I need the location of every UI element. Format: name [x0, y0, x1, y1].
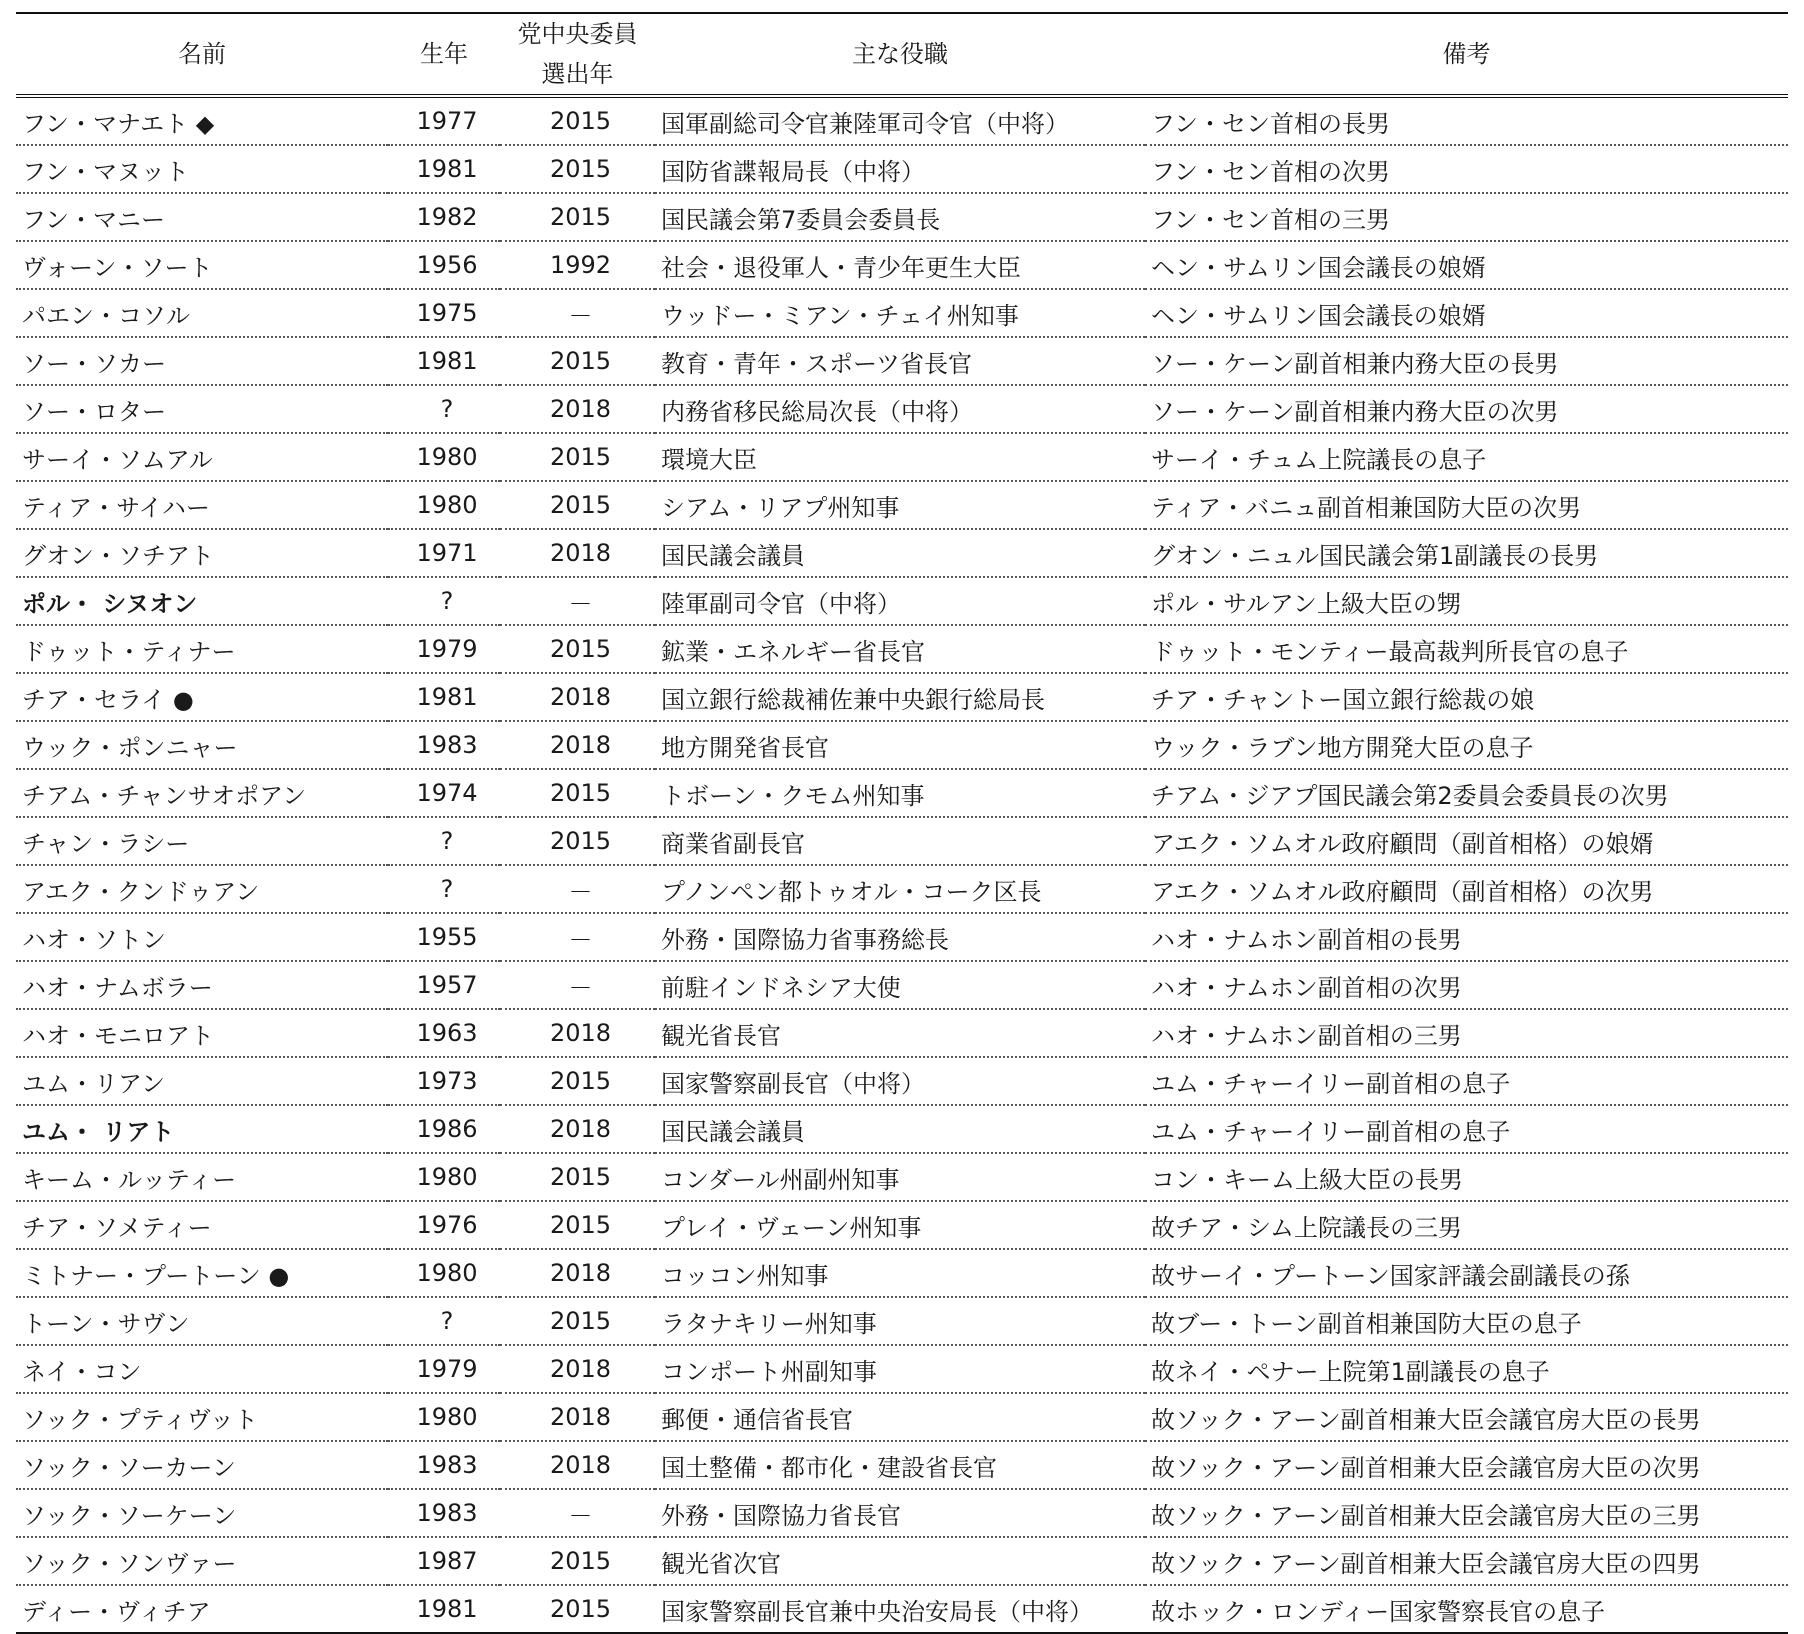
- cell-elected-year: 2018: [500, 1105, 655, 1153]
- table-row: [16, 865, 1788, 913]
- cell-birth-year: 1980: [388, 1153, 500, 1201]
- cell-position: ラタナキリー州知事: [655, 1297, 1145, 1345]
- cell-remarks: 故サーイ・プートーン国家評議会副議長の孫: [1145, 1249, 1788, 1297]
- header-elected-line1: 党中央委員: [517, 20, 638, 48]
- cell-elected-year: 2015: [500, 145, 655, 193]
- cell-elected-year: 2015: [500, 96, 655, 145]
- cell-name: ユム・ リアト: [16, 1105, 388, 1153]
- cell-birth-year: 1982: [388, 193, 500, 241]
- cell-birth-year: 1971: [388, 529, 500, 577]
- cell-elected-year: 2018: [500, 529, 655, 577]
- cell-position: コンダール州副州知事: [655, 1153, 1145, 1201]
- cell-birth-year: 1974: [388, 769, 500, 817]
- cell-elected-year: 2018: [500, 1009, 655, 1057]
- table-row: [16, 1585, 1788, 1633]
- cell-remarks: 故ホック・ロンディー国家警察長官の息子: [1145, 1585, 1788, 1633]
- cell-elected-year: 2015: [500, 1201, 655, 1249]
- cell-birth-year: 1981: [388, 1585, 500, 1633]
- cell-position: 環境大臣: [655, 433, 1145, 481]
- cell-birth-year: 1987: [388, 1537, 500, 1585]
- cell-position: 外務・国際協力省事務総長: [655, 913, 1145, 961]
- cell-birth-year: 1963: [388, 1009, 500, 1057]
- cell-remarks: 故チア・シム上院議長の三男: [1145, 1201, 1788, 1249]
- cell-remarks: 故ブー・トーン副首相兼国防大臣の息子: [1145, 1297, 1788, 1345]
- cell-remarks: ハオ・ナムホン副首相の長男: [1145, 913, 1788, 961]
- table-row: [16, 337, 1788, 385]
- cell-position: 国土整備・都市化・建設省長官: [655, 1441, 1145, 1489]
- cell-birth-year: ?: [388, 1297, 500, 1345]
- cell-name: キーム・ルッティー: [16, 1153, 388, 1201]
- cell-position: 前駐インドネシア大使: [655, 961, 1145, 1009]
- table-row: [16, 529, 1788, 577]
- cell-remarks: ヘン・サムリン国会議長の娘婿: [1145, 241, 1788, 289]
- cell-name: ソー・ロター: [16, 385, 388, 433]
- cell-birth-year: ?: [388, 385, 500, 433]
- cell-position: 国民議会第7委員会委員長: [655, 193, 1145, 241]
- table-row: [16, 1057, 1788, 1105]
- table-row: [16, 1009, 1788, 1057]
- cell-birth-year: 1981: [388, 337, 500, 385]
- cell-name: チャン・ラシー: [16, 817, 388, 865]
- cell-name: ティア・サイハー: [16, 481, 388, 529]
- cell-birth-year: 1981: [388, 673, 500, 721]
- cell-remarks: フン・セン首相の長男: [1145, 96, 1788, 145]
- cell-elected-year: 2018: [500, 1345, 655, 1393]
- cell-position: 内務省移民総局次長（中将）: [655, 385, 1145, 433]
- cell-position: コンポート州副知事: [655, 1345, 1145, 1393]
- table-row: [16, 96, 1788, 145]
- cell-name: フン・マナエト ◆: [16, 96, 388, 145]
- cell-position: プノンペン都トゥオル・コーク区長: [655, 865, 1145, 913]
- cell-name: ヴォーン・ソート: [16, 241, 388, 289]
- cell-position: シアム・リアプ州知事: [655, 481, 1145, 529]
- cell-birth-year: 1957: [388, 961, 500, 1009]
- table-row: [16, 1297, 1788, 1345]
- cell-position: コッコン州知事: [655, 1249, 1145, 1297]
- cell-name: ディー・ヴィチア: [16, 1585, 388, 1633]
- table-row: [16, 673, 1788, 721]
- cell-name: ポル・ シヌオン: [16, 577, 388, 625]
- cell-remarks: チアム・ジアプ国民議会第2委員会委員長の次男: [1145, 769, 1788, 817]
- cell-elected-year: 2015: [500, 1297, 655, 1345]
- cell-elected-year: 2015: [500, 1153, 655, 1201]
- cell-name: ソック・ソーカーン: [16, 1441, 388, 1489]
- cell-elected-year: －: [500, 913, 655, 961]
- cell-birth-year: 1986: [388, 1105, 500, 1153]
- table-row: [16, 1153, 1788, 1201]
- cell-elected-year: 2015: [500, 1057, 655, 1105]
- cell-remarks: ユム・チャーイリー副首相の息子: [1145, 1105, 1788, 1153]
- cell-name: チア・ソメティー: [16, 1201, 388, 1249]
- cell-elected-year: 2015: [500, 193, 655, 241]
- cell-elected-year: 2018: [500, 673, 655, 721]
- cell-birth-year: 1980: [388, 1393, 500, 1441]
- cell-elected-year: 2018: [500, 385, 655, 433]
- cell-remarks: ウック・ラブン地方開発大臣の息子: [1145, 721, 1788, 769]
- cell-name: フン・マニー: [16, 193, 388, 241]
- cell-position: 観光省長官: [655, 1009, 1145, 1057]
- cell-name: ソー・ソカー: [16, 337, 388, 385]
- cell-elected-year: －: [500, 865, 655, 913]
- cell-remarks: フン・セン首相の次男: [1145, 145, 1788, 193]
- cell-position: 国家警察副長官兼中央治安局長（中将）: [655, 1585, 1145, 1633]
- cell-remarks: フン・セン首相の三男: [1145, 193, 1788, 241]
- cell-name: チア・セライ ●: [16, 673, 388, 721]
- table-row: [16, 721, 1788, 769]
- table-row: [16, 1537, 1788, 1585]
- table-row: [16, 241, 1788, 289]
- cell-name: ミトナー・プートーン ●: [16, 1249, 388, 1297]
- table-row: [16, 193, 1788, 241]
- cell-remarks: ドゥット・モンティー最高裁判所長官の息子: [1145, 625, 1788, 673]
- cell-birth-year: 1983: [388, 1489, 500, 1537]
- cell-elected-year: －: [500, 577, 655, 625]
- cell-remarks: ソー・ケーン副首相兼内務大臣の次男: [1145, 385, 1788, 433]
- cell-name: サーイ・ソムアル: [16, 433, 388, 481]
- cell-position: 鉱業・エネルギー省長官: [655, 625, 1145, 673]
- cell-remarks: 故ソック・アーン副首相兼大臣会議官房大臣の次男: [1145, 1441, 1788, 1489]
- cell-name: グオン・ソチアト: [16, 529, 388, 577]
- cell-position: 国民議会議員: [655, 1105, 1145, 1153]
- cell-position: 陸軍副司令官（中将）: [655, 577, 1145, 625]
- cell-birth-year: ?: [388, 577, 500, 625]
- cell-birth-year: 1983: [388, 1441, 500, 1489]
- cell-position: 国立銀行総裁補佐兼中央銀行総局長: [655, 673, 1145, 721]
- cell-elected-year: 2015: [500, 769, 655, 817]
- table-row: [16, 433, 1788, 481]
- cell-name: パエン・コソル: [16, 289, 388, 337]
- cell-name: アエク・クンドゥアン: [16, 865, 388, 913]
- cell-name: フン・マヌット: [16, 145, 388, 193]
- table-row: [16, 577, 1788, 625]
- cell-remarks: コン・キーム上級大臣の長男: [1145, 1153, 1788, 1201]
- cell-elected-year: 2018: [500, 1393, 655, 1441]
- cell-remarks: 故ソック・アーン副首相兼大臣会議官房大臣の三男: [1145, 1489, 1788, 1537]
- cell-birth-year: 1980: [388, 433, 500, 481]
- cell-birth-year: ?: [388, 865, 500, 913]
- cell-birth-year: 1983: [388, 721, 500, 769]
- cell-remarks: ソー・ケーン副首相兼内務大臣の長男: [1145, 337, 1788, 385]
- cell-name: ハオ・モニロアト: [16, 1009, 388, 1057]
- cell-elected-year: 2018: [500, 1249, 655, 1297]
- cell-name: ネイ・コン: [16, 1345, 388, 1393]
- cell-position: プレイ・ヴェーン州知事: [655, 1201, 1145, 1249]
- cell-birth-year: 1979: [388, 625, 500, 673]
- cell-name: ソック・ソーケーン: [16, 1489, 388, 1537]
- cell-name: ソック・プティヴット: [16, 1393, 388, 1441]
- cell-remarks: グオン・ニュル国民議会第1副議長の長男: [1145, 529, 1788, 577]
- header-remarks: 備考: [1145, 13, 1788, 96]
- cell-name: トーン・サヴン: [16, 1297, 388, 1345]
- cell-name: ハオ・ソトン: [16, 913, 388, 961]
- cell-remarks: 故ネイ・ペナー上院第1副議長の息子: [1145, 1345, 1788, 1393]
- cell-elected-year: 2015: [500, 433, 655, 481]
- cell-remarks: ハオ・ナムホン副首相の次男: [1145, 961, 1788, 1009]
- cell-position: 郵便・通信省長官: [655, 1393, 1145, 1441]
- header-birth-year: 生年: [388, 13, 500, 96]
- table-row: [16, 481, 1788, 529]
- cell-remarks: 故ソック・アーン副首相兼大臣会議官房大臣の長男: [1145, 1393, 1788, 1441]
- cell-remarks: ヘン・サムリン国会議長の娘婿: [1145, 289, 1788, 337]
- cell-remarks: アエク・ソムオル政府顧問（副首相格）の次男: [1145, 865, 1788, 913]
- cell-position: 国民議会議員: [655, 529, 1145, 577]
- table-row: [16, 1201, 1788, 1249]
- table-row: [16, 1105, 1788, 1153]
- cell-position: 国軍副総司令官兼陸軍司令官（中将）: [655, 96, 1145, 145]
- cell-birth-year: 1956: [388, 241, 500, 289]
- cell-remarks: ハオ・ナムホン副首相の三男: [1145, 1009, 1788, 1057]
- cell-elected-year: 2015: [500, 817, 655, 865]
- cell-name: ドゥット・ティナー: [16, 625, 388, 673]
- cell-name: ウック・ポンニャー: [16, 721, 388, 769]
- cell-position: トボーン・クモム州知事: [655, 769, 1145, 817]
- cell-birth-year: 1955: [388, 913, 500, 961]
- cell-remarks: ユム・チャーイリー副首相の息子: [1145, 1057, 1788, 1105]
- table-row: [16, 385, 1788, 433]
- cell-name: ユム・リアン: [16, 1057, 388, 1105]
- header-name: 名前: [16, 13, 388, 96]
- cell-birth-year: 1977: [388, 96, 500, 145]
- cell-remarks: アエク・ソムオル政府顧問（副首相格）の娘婿: [1145, 817, 1788, 865]
- header-row: [16, 13, 1788, 96]
- cell-remarks: 故ソック・アーン副首相兼大臣会議官房大臣の四男: [1145, 1537, 1788, 1585]
- header-elected-year: [500, 13, 655, 96]
- cell-elected-year: 2015: [500, 625, 655, 673]
- cell-position: 観光省次官: [655, 1537, 1145, 1585]
- cell-birth-year: 1980: [388, 1249, 500, 1297]
- cell-remarks: サーイ・チュム上院議長の息子: [1145, 433, 1788, 481]
- cell-remarks: チア・チャントー国立銀行総裁の娘: [1145, 673, 1788, 721]
- table-row: [16, 913, 1788, 961]
- cell-birth-year: 1973: [388, 1057, 500, 1105]
- cell-birth-year: 1975: [388, 289, 500, 337]
- header-position: 主な役職: [655, 13, 1145, 96]
- cell-elected-year: 1992: [500, 241, 655, 289]
- cell-elected-year: 2018: [500, 721, 655, 769]
- table-row: [16, 625, 1788, 673]
- cell-birth-year: 1979: [388, 1345, 500, 1393]
- cell-position: 外務・国際協力省長官: [655, 1489, 1145, 1537]
- cell-position: ウッドー・ミアン・チェイ州知事: [655, 289, 1145, 337]
- cell-name: ハオ・ナムボラー: [16, 961, 388, 1009]
- cell-elected-year: 2015: [500, 337, 655, 385]
- cell-name: ソック・ソンヴァー: [16, 1537, 388, 1585]
- cell-elected-year: 2015: [500, 1585, 655, 1633]
- cell-position: 国家警察副長官（中将）: [655, 1057, 1145, 1105]
- cell-elected-year: －: [500, 1489, 655, 1537]
- family-roster-table: [16, 12, 1788, 1634]
- table-row: [16, 1393, 1788, 1441]
- cell-elected-year: 2015: [500, 481, 655, 529]
- cell-birth-year: 1976: [388, 1201, 500, 1249]
- cell-remarks: ティア・バニュ副首相兼国防大臣の次男: [1145, 481, 1788, 529]
- cell-name: チアム・チャンサオポアン: [16, 769, 388, 817]
- cell-birth-year: 1981: [388, 145, 500, 193]
- table-body: [16, 96, 1788, 1633]
- cell-elected-year: 2015: [500, 1537, 655, 1585]
- cell-elected-year: 2018: [500, 1441, 655, 1489]
- cell-elected-year: －: [500, 961, 655, 1009]
- cell-position: 商業省副長官: [655, 817, 1145, 865]
- cell-position: 国防省諜報局長（中将）: [655, 145, 1145, 193]
- table-row: [16, 1489, 1788, 1537]
- table-row: [16, 817, 1788, 865]
- cell-remarks: ポル・サルアン上級大臣の甥: [1145, 577, 1788, 625]
- cell-birth-year: ?: [388, 817, 500, 865]
- cell-position: 教育・青年・スポーツ省長官: [655, 337, 1145, 385]
- table-row: [16, 145, 1788, 193]
- cell-position: 地方開発省長官: [655, 721, 1145, 769]
- cell-position: 社会・退役軍人・青少年更生大臣: [655, 241, 1145, 289]
- table-row: [16, 1345, 1788, 1393]
- cell-elected-year: －: [500, 289, 655, 337]
- header-elected-line2: 選出年: [541, 60, 614, 88]
- table-row: [16, 289, 1788, 337]
- table-row: [16, 961, 1788, 1009]
- table-row: [16, 1249, 1788, 1297]
- cell-birth-year: 1980: [388, 481, 500, 529]
- table-row: [16, 769, 1788, 817]
- table-row: [16, 1441, 1788, 1489]
